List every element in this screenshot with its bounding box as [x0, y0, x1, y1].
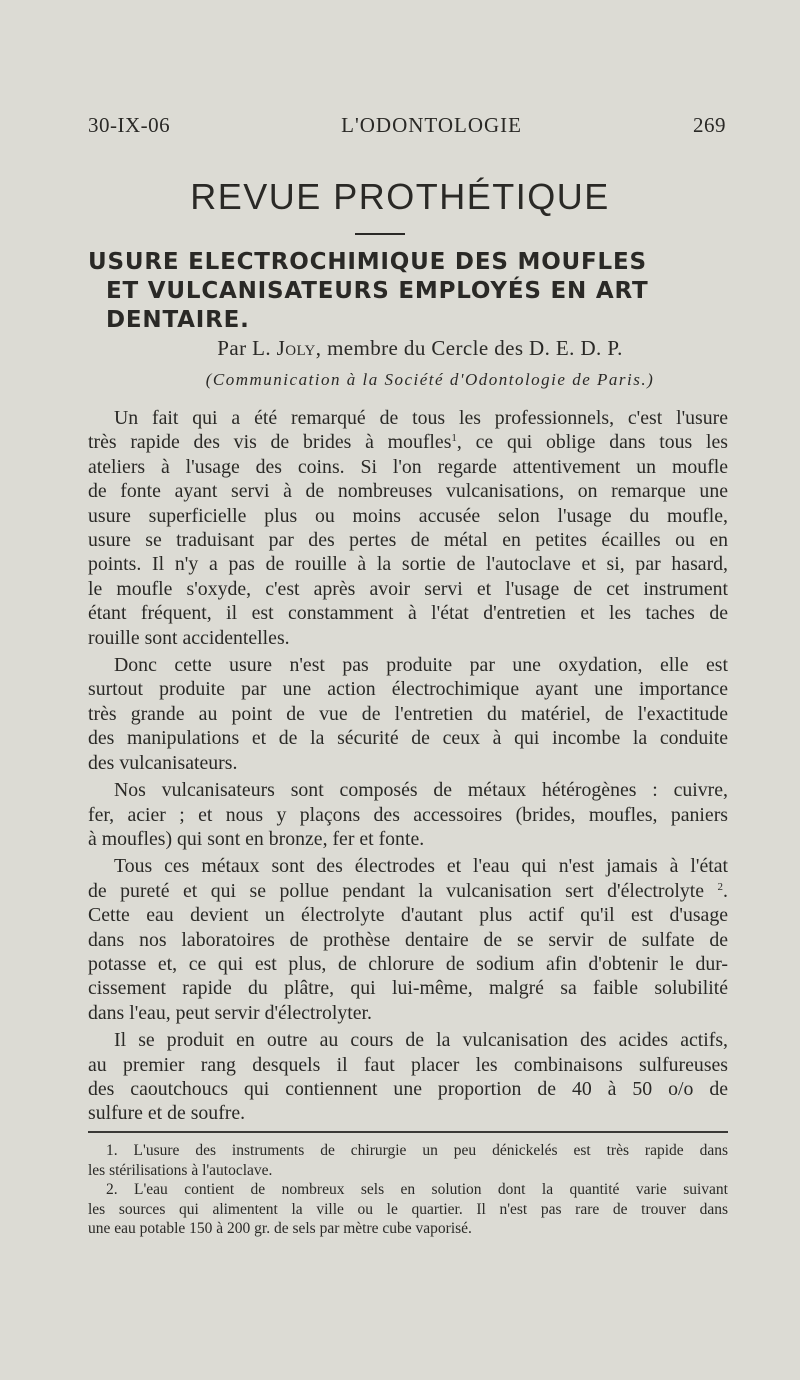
body-line: des vulcanisateurs. [88, 751, 238, 774]
body-line: ateliers à l'usage des coins. Si l'on regarde attentivement un moufle [88, 455, 728, 478]
body-line: usure superficielle plus ou moins accusée selon l'usage du moufle, [88, 504, 728, 527]
author-name: Joly [276, 336, 316, 360]
footnotes [88, 1141, 728, 1239]
body-line: rouille sont accidentelles. [88, 626, 290, 649]
footnote-line: les sources qui alimentent la ville ou le quartier. Il n'est pas rare de trouver dans [88, 1200, 728, 1218]
body-line: Il se produit en outre au cours de la vulcanisation des acides actifs, [114, 1029, 728, 1052]
title-rule [355, 233, 405, 235]
body-line: Cette eau devient un électrolyte d'autant plus actif qu'il est d'usage [88, 904, 728, 927]
byline [40, 336, 800, 361]
body-line: potasse et, ce qui est plus, de chlorure de sodium afin d'obtenir le dur- [88, 952, 728, 975]
body-line: Tous ces métaux sont des électrodes et l'eau qui n'est jamais à l'état [114, 855, 728, 878]
communication-note: (Communication à la Société d'Odontologie de Paris.) [205, 370, 655, 389]
body-line: Donc cette usure n'est pas produite par une oxydation, elle est [114, 654, 728, 677]
body-line: des manipulations et de la sécurité de ceux à qui incombe la conduite [88, 727, 728, 750]
footnote-line: 1. L'usure des instruments de chirurgie un peu dénickelés est très rapide dans [106, 1142, 728, 1159]
body-line: des caoutchoucs qui contiennent une proportion de 40 à 50 o/o de [88, 1077, 728, 1100]
byline-suffix: , membre du Cercle des D. E. D. P. [315, 336, 623, 360]
body-line: cissement rapide du plâtre, qui lui-même, malgré sa faible solubilité [88, 977, 728, 1000]
body-line: dans l'eau, peut servir d'électrolyter. [88, 1001, 372, 1024]
body-line: fer, acier ; et nous y plaçons des accessoires (brides, moufles, paniers [88, 803, 728, 826]
article-body [88, 406, 728, 1126]
body-line: étant fréquent, il est constamment à l'état d'entretien et les taches de [88, 602, 728, 625]
footnote-ref: 1 [451, 432, 457, 445]
footnote-rule [88, 1131, 728, 1133]
section-title: REVUE PROTHÉTIQUE [190, 176, 610, 217]
footnote-line: les stérilisations à l'autoclave. [88, 1161, 273, 1179]
byline-prefix: Par L. [217, 336, 271, 360]
article-title [88, 248, 740, 335]
running-header [88, 113, 726, 138]
issue-date: 30-IX-06 [88, 113, 171, 137]
body-line: Nos vulcanisateurs sont composés de métaux hétérogènes : cuivre, [114, 779, 728, 802]
body-line: le moufle s'oxyde, c'est après avoir servi et l'usage de cet instrument [88, 577, 728, 600]
journal-name: L'ODONTOLOGIE [341, 113, 523, 137]
body-line: sulfure et de soufre. [88, 1102, 246, 1125]
body-line: très grande au point de vue de l'entretien du matériel, de l'exactitude [88, 702, 728, 725]
body-line: à moufles) qui sont en bronze, fer et fonte. [88, 827, 425, 850]
article-title-line: DENTAIRE. [106, 307, 250, 333]
body-line: usure se traduisant par des pertes de métal en petites écailles ou en [88, 529, 728, 552]
body-line: dans nos laboratoires de prothèse dentaire de se servir de sulfate de [88, 928, 728, 951]
body-line: de pureté et qui se pollue pendant la vulcanisation sert d'électrolyte $^2$. [88, 879, 728, 902]
footnote-line: une eau potable 150 à 200 gr. de sels par mètre cube vaporisé. [88, 1220, 472, 1238]
body-line: très rapide des vis de brides à moufles$^1$, ce qui oblige dans tous les [88, 431, 729, 454]
body-line: de fonte ayant servi à de nombreuses vulcanisations, on remarque une [88, 480, 728, 503]
body-line: points. Il n'y a pas de rouille à la sortie de l'autoclave et si, par hasard, [88, 553, 728, 576]
footnote-ref: 2 [717, 880, 724, 893]
page-number: 269 [693, 113, 726, 137]
body-line: surtout produite par une action électrochimique ayant une importance [88, 678, 728, 701]
body-line: au premier rang desquels il faut placer les combinaisons sulfureuses [88, 1053, 728, 1076]
footnote-line: 2. L'eau contient de nombreux sels en solution dont la quantité varie suivant [106, 1181, 728, 1199]
body-line: Un fait qui a été remarqué de tous les professionnels, c'est l'usure [114, 407, 728, 429]
article-title-line: ET VULCANISATEURS EMPLOYÉS EN ART [106, 278, 649, 304]
article-title-line: USURE ELECTROCHIMIQUE DES MOUFLES [88, 249, 647, 275]
